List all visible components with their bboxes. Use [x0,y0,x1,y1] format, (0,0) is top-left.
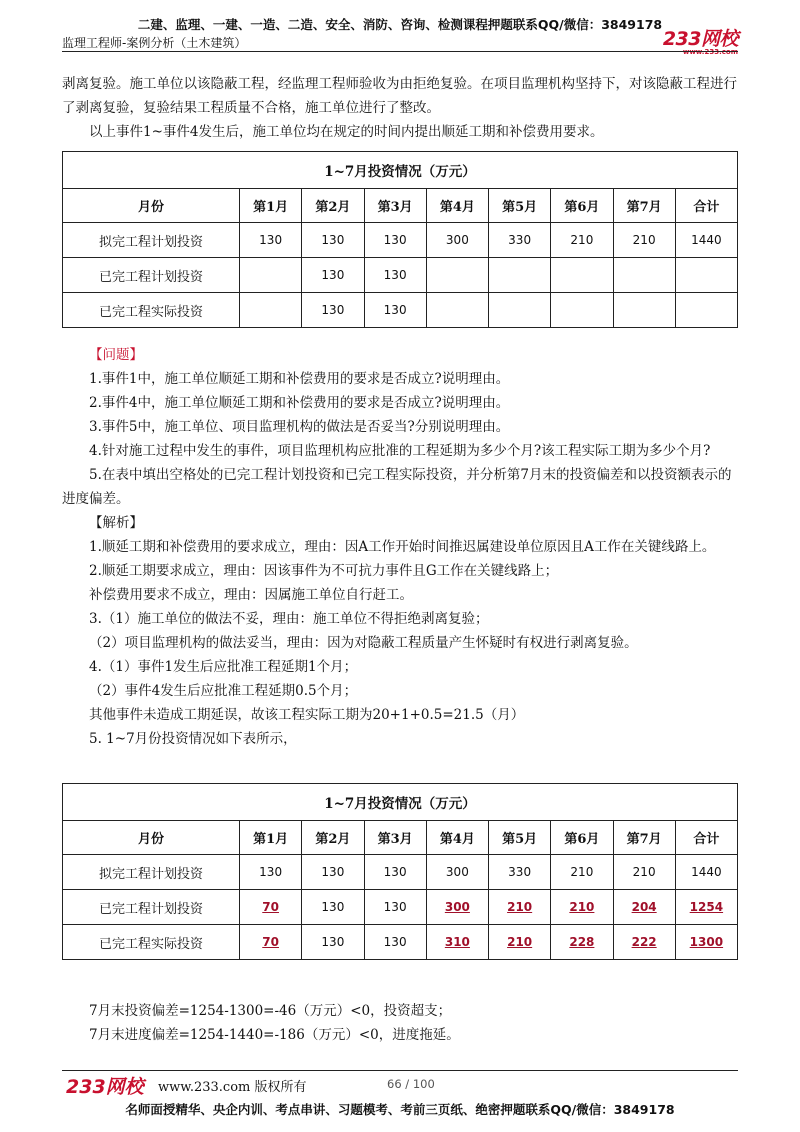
footer-contact-line: 名师面授精华、央企内训、考点串讲、习题模考、考前三页纸、绝密押题联系QQ/微信：3849178 [125,1102,675,1117]
table-cell: 130 [364,855,426,890]
answer-cell: 210 [551,890,613,925]
answer-cell: 210 [489,925,551,960]
table-1-header: 第3月 [364,189,426,223]
answer-4c: 其他事件未造成工期延误，故该工程实际工期为20+1+0.5=21.5（月） [89,707,525,723]
answer-cell: 310 [426,925,488,960]
answer-cell: 210 [489,890,551,925]
table-2-header: 第6月 [551,821,613,855]
calc-section [62,999,738,1047]
table-cell: 130 [302,293,364,328]
table-cell: 210 [613,223,675,258]
table-row [63,890,738,925]
intro-paragraph-2: 以上事件1~事件4发生后，施工单位均在规定的时间内提出顺延工期和补偿费用要求。 [89,124,604,140]
answer-3b: （2）项目监理机构的做法妥当，理由：因为对隐蔽工程质量产生怀疑时有权进行剥离复验。 [89,635,638,651]
table-cell [551,258,613,293]
investment-table-2 [62,783,738,960]
table-2-header: 第5月 [489,821,551,855]
table-cell: 130 [302,258,364,293]
table-cell: 1440 [675,855,737,890]
table-row [63,223,738,258]
table-1-header: 第7月 [613,189,675,223]
header-contact-line: 二建、监理、一建、一造、二造、安全、消防、咨询、检测课程押题联系QQ/微信：3849178 [137,17,663,32]
footer-logo: 233网校 [66,1076,144,1098]
table-cell: 300 [426,855,488,890]
answer-cell: 70 [240,925,302,960]
table-cell [426,258,488,293]
question-4: 4.针对施工过程中发生的事件，项目监理机构应批准的工程延期为多少个月?该工程实际工期为多少个月? [89,443,711,459]
table-cell: 130 [364,223,426,258]
table-cell [675,293,737,328]
answer-1: 1.顺延工期和补偿费用的要求成立，理由：因A工作开始时间推迟属建设单位原因且A工作在关键线路上。 [89,539,716,555]
row-label: 已完工程计划投资 [63,890,240,925]
schedule-variance-line: 7月末进度偏差=1254-1440=-186（万元）<0，进度拖延。 [89,1027,460,1043]
table-cell [613,258,675,293]
table-2-header: 合计 [675,821,737,855]
header-divider [62,51,738,52]
page-number: 66 / 100 [387,1077,435,1091]
intro-paragraph-1: 剥离复验。施工单位以该隐蔽工程，经监理工程师验收为由拒绝复验。在项目监理机构坚持下，对该隐蔽工程进行了剥离复验，复验结果工程质量不合格，施工单位进行了整改。 [62,76,737,116]
table-cell [489,293,551,328]
table-cell: 330 [489,223,551,258]
table-cell: 210 [613,855,675,890]
question-5: 5.在表中填出空格处的已完工程计划投资和已完工程实际投资，并分析第7月末的投资偏差和以投资额表示的进度偏差。 [62,467,732,507]
questions-heading: 【问题】 [89,347,143,363]
table-row [63,258,738,293]
footer-divider [62,1070,738,1071]
table-cell: 130 [302,223,364,258]
table-cell [426,293,488,328]
table-2-header-row [63,821,738,855]
table-1-header: 第5月 [489,189,551,223]
table-2-header: 第3月 [364,821,426,855]
table-1-header: 第1月 [240,189,302,223]
table-row [63,925,738,960]
answer-cell: 300 [426,890,488,925]
answer-cell: 204 [613,890,675,925]
table-cell: 130 [240,855,302,890]
answer-3a: 3.（1）施工单位的做法不妥，理由：施工单位不得拒绝剥离复验； [89,611,489,627]
answer-cell: 222 [613,925,675,960]
table-2-title: 1~7月投资情况（万元） [63,784,738,821]
table-cell: 130 [302,890,364,925]
qa-section [62,343,738,751]
row-label: 拟完工程计划投资 [63,223,240,258]
table-1-header: 第6月 [551,189,613,223]
table-1-header: 第2月 [302,189,364,223]
brand-logo-text: 233网校 [662,28,738,50]
table-1-header-row [63,189,738,223]
table-1-header: 合计 [675,189,737,223]
table-cell: 330 [489,855,551,890]
table-cell [489,258,551,293]
answer-cell: 228 [551,925,613,960]
table-cell: 130 [240,223,302,258]
table-row [63,855,738,890]
table-2-header: 第2月 [302,821,364,855]
table-cell: 1440 [675,223,737,258]
document-subtitle: 监理工程师-案例分析（土木建筑） [62,36,247,50]
answer-cell: 70 [240,890,302,925]
answer-5: 5. 1~7月份投资情况如下表所示， [89,731,297,747]
table-cell: 130 [364,293,426,328]
question-3: 3.事件5中，施工单位、项目监理机构的做法是否妥当?分别说明理由。 [89,419,510,435]
analysis-heading: 【解析】 [89,515,143,531]
table-1-header: 第4月 [426,189,488,223]
table-cell [240,293,302,328]
table-cell [675,258,737,293]
answer-2a: 2.顺延工期要求成立，理由：因该事件为不可抗力事件且G工作在关键线路上； [89,563,559,579]
table-2-header: 月份 [63,821,240,855]
table-cell: 130 [302,855,364,890]
table-1-title: 1~7月投资情况（万元） [63,152,738,189]
table-cell [240,258,302,293]
answer-4b: （2）事件4发生后应批准工程延期0.5个月； [89,683,358,699]
table-cell [551,293,613,328]
brand-logo-url: www.233.com [682,48,738,56]
answer-cell: 1300 [675,925,737,960]
footer-site: www.233.com 版权所有 [158,1080,307,1095]
row-label: 已完工程实际投资 [63,293,240,328]
table-cell [613,293,675,328]
table-cell: 130 [364,925,426,960]
cost-variance-line: 7月末投资偏差=1254-1300=-46（万元）<0，投资超支； [89,1003,452,1019]
row-label: 拟完工程计划投资 [63,855,240,890]
answer-4a: 4.（1）事件1发生后应批准工程延期1个月； [89,659,358,675]
table-cell: 210 [551,855,613,890]
table-cell: 130 [364,258,426,293]
question-2: 2.事件4中，施工单位顺延工期和补偿费用的要求是否成立?说明理由。 [89,395,510,411]
answer-cell: 1254 [675,890,737,925]
table-cell: 130 [302,925,364,960]
table-1-header: 月份 [63,189,240,223]
table-row [63,293,738,328]
row-label: 已完工程计划投资 [63,258,240,293]
intro-section [62,72,738,144]
question-1: 1.事件1中，施工单位顺延工期和补偿费用的要求是否成立?说明理由。 [89,371,510,387]
table-cell: 210 [551,223,613,258]
table-2-header: 第1月 [240,821,302,855]
table-cell: 300 [426,223,488,258]
row-label: 已完工程实际投资 [63,925,240,960]
table-2-header: 第4月 [426,821,488,855]
answer-2b: 补偿费用要求不成立，理由：因属施工单位自行赶工。 [89,587,413,603]
table-cell: 130 [364,890,426,925]
investment-table-1 [62,151,738,328]
table-2-header: 第7月 [613,821,675,855]
